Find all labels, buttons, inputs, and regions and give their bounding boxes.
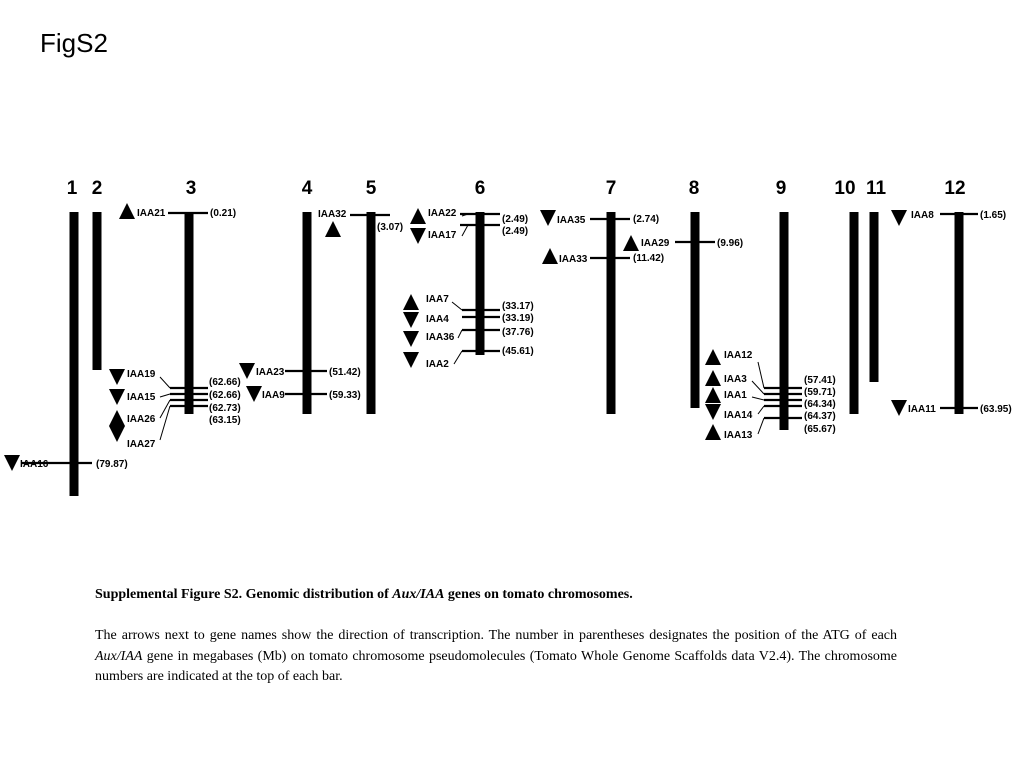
transcription-down-arrow-icon	[540, 210, 556, 226]
gene-name-iaa1: IAA1	[724, 390, 747, 401]
gene-position-iaa12: (57.41)	[804, 375, 836, 386]
gene-position-iaa9: (59.33)	[329, 390, 361, 401]
gene-leader-iaa12	[758, 362, 764, 388]
caption-body-pre: The arrows next to gene names show the direction of transcription. The number in parentheses designates the position of the ATG of each	[95, 628, 897, 643]
transcription-up-arrow-icon	[410, 208, 426, 224]
gene-position-iaa7: (33.17)	[502, 301, 534, 312]
chromosome-number-11: 11	[865, 178, 887, 199]
chromosome-bar-3	[185, 212, 194, 414]
gene-position-iaa8: (1.65)	[980, 210, 1007, 221]
gene-position-iaa27: (63.15)	[209, 415, 241, 426]
gene-name-iaa11: IAA11	[908, 404, 936, 415]
transcription-up-arrow-icon	[705, 370, 721, 386]
transcription-up-arrow-icon	[705, 424, 721, 440]
gene-leader-iaa3	[752, 381, 764, 394]
chromosome-bar-7	[607, 212, 616, 414]
chromosome-bar-6	[476, 212, 485, 355]
chromosome-bar-12	[955, 212, 964, 414]
caption-title	[95, 585, 897, 606]
gene-leader-iaa19	[160, 377, 170, 388]
chromosome-bar-5	[367, 212, 376, 414]
transcription-down-arrow-icon	[403, 312, 419, 328]
transcription-up-arrow-icon	[705, 387, 721, 403]
gene-position-iaa35: (2.74)	[633, 214, 660, 225]
transcription-up-arrow-icon	[325, 221, 341, 237]
chromosome-number-10: 10	[834, 178, 856, 199]
gene-name-iaa26: IAA26	[127, 414, 156, 425]
gene-position-iaa36: (37.76)	[502, 327, 534, 338]
gene-position-iaa22: (2.49)	[502, 214, 529, 225]
transcription-down-arrow-icon	[4, 455, 20, 471]
gene-position-iaa1: (64.34)	[804, 399, 836, 410]
gene-leader-iaa26	[160, 400, 170, 418]
gene-position-iaa23: (51.42)	[329, 367, 361, 378]
chromosome-number-7: 7	[605, 178, 617, 199]
transcription-down-arrow-icon	[403, 331, 419, 347]
gene-position-iaa2: (45.61)	[502, 346, 534, 357]
gene-name-iaa2: IAA2	[426, 359, 449, 370]
transcription-down-arrow-icon	[403, 352, 419, 368]
gene-name-iaa13: IAA13	[724, 430, 753, 441]
gene-name-iaa14: IAA14	[724, 410, 753, 421]
chromosome-number-9: 9	[775, 178, 787, 199]
gene-name-iaa7: IAA7	[426, 294, 449, 305]
transcription-down-arrow-icon	[109, 389, 125, 405]
gene-name-iaa27: IAA27	[127, 439, 156, 450]
gene-name-iaa36: IAA36	[426, 332, 455, 343]
gene-leader-iaa13	[758, 418, 764, 434]
transcription-down-arrow-icon	[246, 386, 262, 402]
caption-body	[95, 626, 897, 688]
gene-name-iaa21: IAA21	[137, 208, 166, 219]
chromosome-bar-11	[870, 212, 879, 382]
transcription-up-arrow-icon	[542, 248, 558, 264]
chromosome-number-3: 3	[185, 178, 197, 199]
caption-title-italic: Aux/IAA	[392, 587, 445, 602]
transcription-up-arrow-icon	[109, 410, 125, 426]
gene-leader-iaa27	[160, 406, 170, 440]
transcription-down-arrow-icon	[109, 426, 125, 442]
caption-body-italic: Aux/IAA	[95, 648, 143, 664]
gene-position-iaa11: (63.95)	[980, 404, 1012, 415]
transcription-up-arrow-icon	[705, 349, 721, 365]
gene-position-iaa33: (11.42)	[633, 253, 665, 264]
transcription-down-arrow-icon	[239, 363, 255, 379]
caption-body-post: gene in megabases (Mb) on tomato chromosome pseudomolecules (Tomato Whole Genome Scaffolds data V2.4). The chromosome numbers are indicated at the top of each bar.	[95, 648, 897, 684]
caption-title-pre: Supplemental Figure S2. Genomic distribution of	[95, 587, 393, 602]
gene-name-iaa22: IAA22	[428, 208, 457, 219]
transcription-down-arrow-icon	[891, 210, 907, 226]
gene-name-iaa19: IAA19	[127, 369, 156, 380]
gene-name-iaa33: IAA33	[559, 254, 588, 265]
gene-name-iaa9: IAA9	[262, 390, 285, 401]
gene-name-iaa16: IAA16	[20, 459, 49, 470]
chromosome-number-6: 6	[474, 178, 486, 199]
transcription-down-arrow-icon	[705, 404, 721, 420]
gene-name-iaa23: IAA23	[256, 367, 285, 378]
gene-position-iaa32: (3.07)	[377, 222, 404, 233]
gene-name-iaa3: IAA3	[724, 374, 747, 385]
transcription-up-arrow-icon	[119, 203, 135, 219]
gene-position-iaa4: (33.19)	[502, 313, 534, 324]
chromosome-number-5: 5	[365, 178, 377, 199]
gene-position-iaa13: (65.67)	[804, 424, 836, 435]
gene-position-iaa17: (2.49)	[502, 226, 529, 237]
figure-label: FigS2	[40, 28, 108, 58]
transcription-down-arrow-icon	[410, 228, 426, 244]
gene-name-iaa12: IAA12	[724, 350, 753, 361]
gene-position-iaa19: (62.66)	[209, 377, 241, 388]
gene-leader-iaa2	[454, 351, 462, 364]
chromosome-bar-4	[303, 212, 312, 414]
gene-name-iaa32: IAA32	[318, 209, 347, 220]
transcription-down-arrow-icon	[109, 369, 125, 385]
gene-position-iaa16: (79.87)	[96, 459, 128, 470]
gene-position-iaa29: (9.96)	[717, 238, 744, 249]
gene-leader-iaa15	[160, 394, 170, 397]
gene-name-iaa15: IAA15	[127, 392, 156, 403]
chromosome-bar-1	[70, 212, 79, 496]
gene-position-iaa14: (64.37)	[804, 411, 836, 422]
gene-position-iaa21: (0.21)	[210, 208, 237, 219]
gene-name-iaa8: IAA8	[911, 210, 934, 221]
chromosome-number-1: 1	[66, 178, 78, 199]
caption-title-post: genes on tomato chromosomes.	[444, 587, 633, 602]
gene-leader-iaa1	[752, 397, 764, 400]
transcription-up-arrow-icon	[623, 235, 639, 251]
chromosome-bar-9	[780, 212, 789, 430]
gene-position-iaa3: (59.71)	[804, 387, 836, 398]
chromosome-number-12: 12	[944, 178, 966, 199]
chromosome-number-8: 8	[688, 178, 700, 199]
chromosome-bar-10	[850, 212, 859, 414]
gene-name-iaa35: IAA35	[557, 215, 586, 226]
gene-position-iaa15: (62.66)	[209, 390, 241, 401]
gene-name-iaa29: IAA29	[641, 238, 670, 249]
transcription-up-arrow-icon	[403, 294, 419, 310]
gene-position-iaa26: (62.73)	[209, 403, 241, 414]
gene-name-iaa4: IAA4	[426, 314, 449, 325]
chromosome-bar-2	[93, 212, 102, 370]
gene-leader-iaa7	[452, 302, 462, 310]
gene-leader-iaa36	[458, 330, 462, 338]
gene-name-iaa17: IAA17	[428, 230, 457, 241]
gene-leader-iaa17	[462, 225, 468, 236]
transcription-down-arrow-icon	[891, 400, 907, 416]
gene-leader-iaa14	[758, 406, 764, 414]
chromosome-number-2: 2	[91, 178, 103, 199]
chromosome-number-4: 4	[301, 178, 313, 199]
